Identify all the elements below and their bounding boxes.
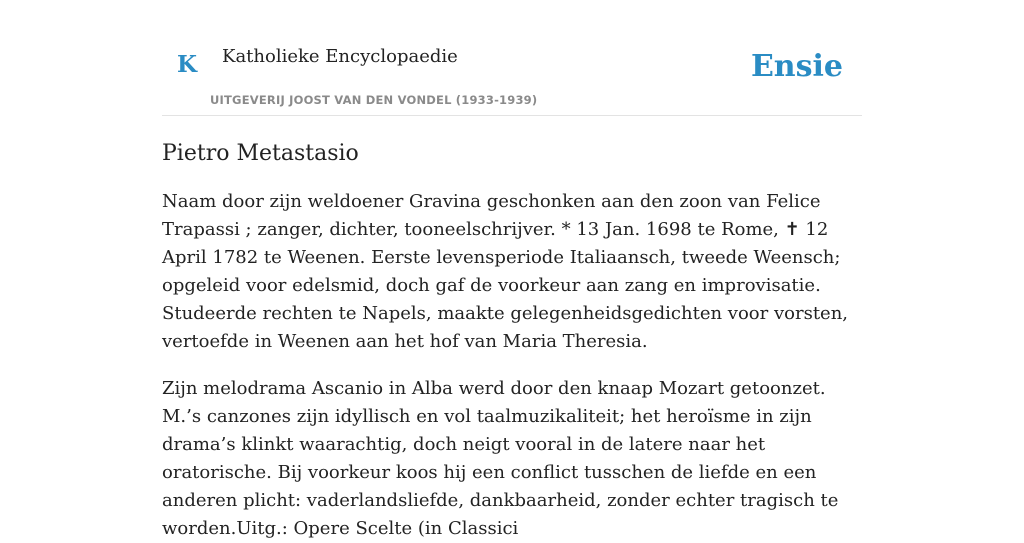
article-paragraph: Zijn melodrama Ascanio in Alba werd door den knaap Mozart getoonzet. M.’s canzones zijn idyllisch en vol taalmuzikaliteit; het heroïsme in zijn drama’s klinkt waarachtig, doch neigt vooral in de latere naar het oratorische. Bij voorkeur koos hij een conflict tusschen de liefde en een anderen plicht: vaderlandsliefde, dankbaarheid, zonder echter tragisch te worden.Uitg.: Opere Scelte (in Classici (162, 378, 839, 539)
publication-title[interactable]: Katholieke Encyclopaedie (222, 46, 458, 67)
article-title: Pietro Metastasio (162, 141, 359, 166)
ensie-brand-logo[interactable]: Ensie (750, 49, 843, 84)
publication-logo[interactable]: K (177, 51, 197, 78)
publication-subtitle: UITGEVERIJ JOOST VAN DEN VONDEL (1933-1939) (210, 93, 538, 107)
site-header (162, 0, 862, 116)
article-paragraph: Naam door zijn weldoener Gravina geschonken aan den zoon van Felice Trapassi ; zanger, dichter, tooneelschrijver. * 13 Jan. 1698 te Rome, ✝ 12 April 1782 te Weenen. Eerste levensperiode Italiaansch, tweede Weensch; opgeleid voor edelsmid, doch gaf de voorkeur aan zang en improvisatie. Studeerde rechten te Napels, maakte gelegenheidsgedichten voor vorsten, vertoefde in Weenen aan het hof van Maria Theresia. (162, 191, 849, 352)
article (162, 138, 862, 543)
